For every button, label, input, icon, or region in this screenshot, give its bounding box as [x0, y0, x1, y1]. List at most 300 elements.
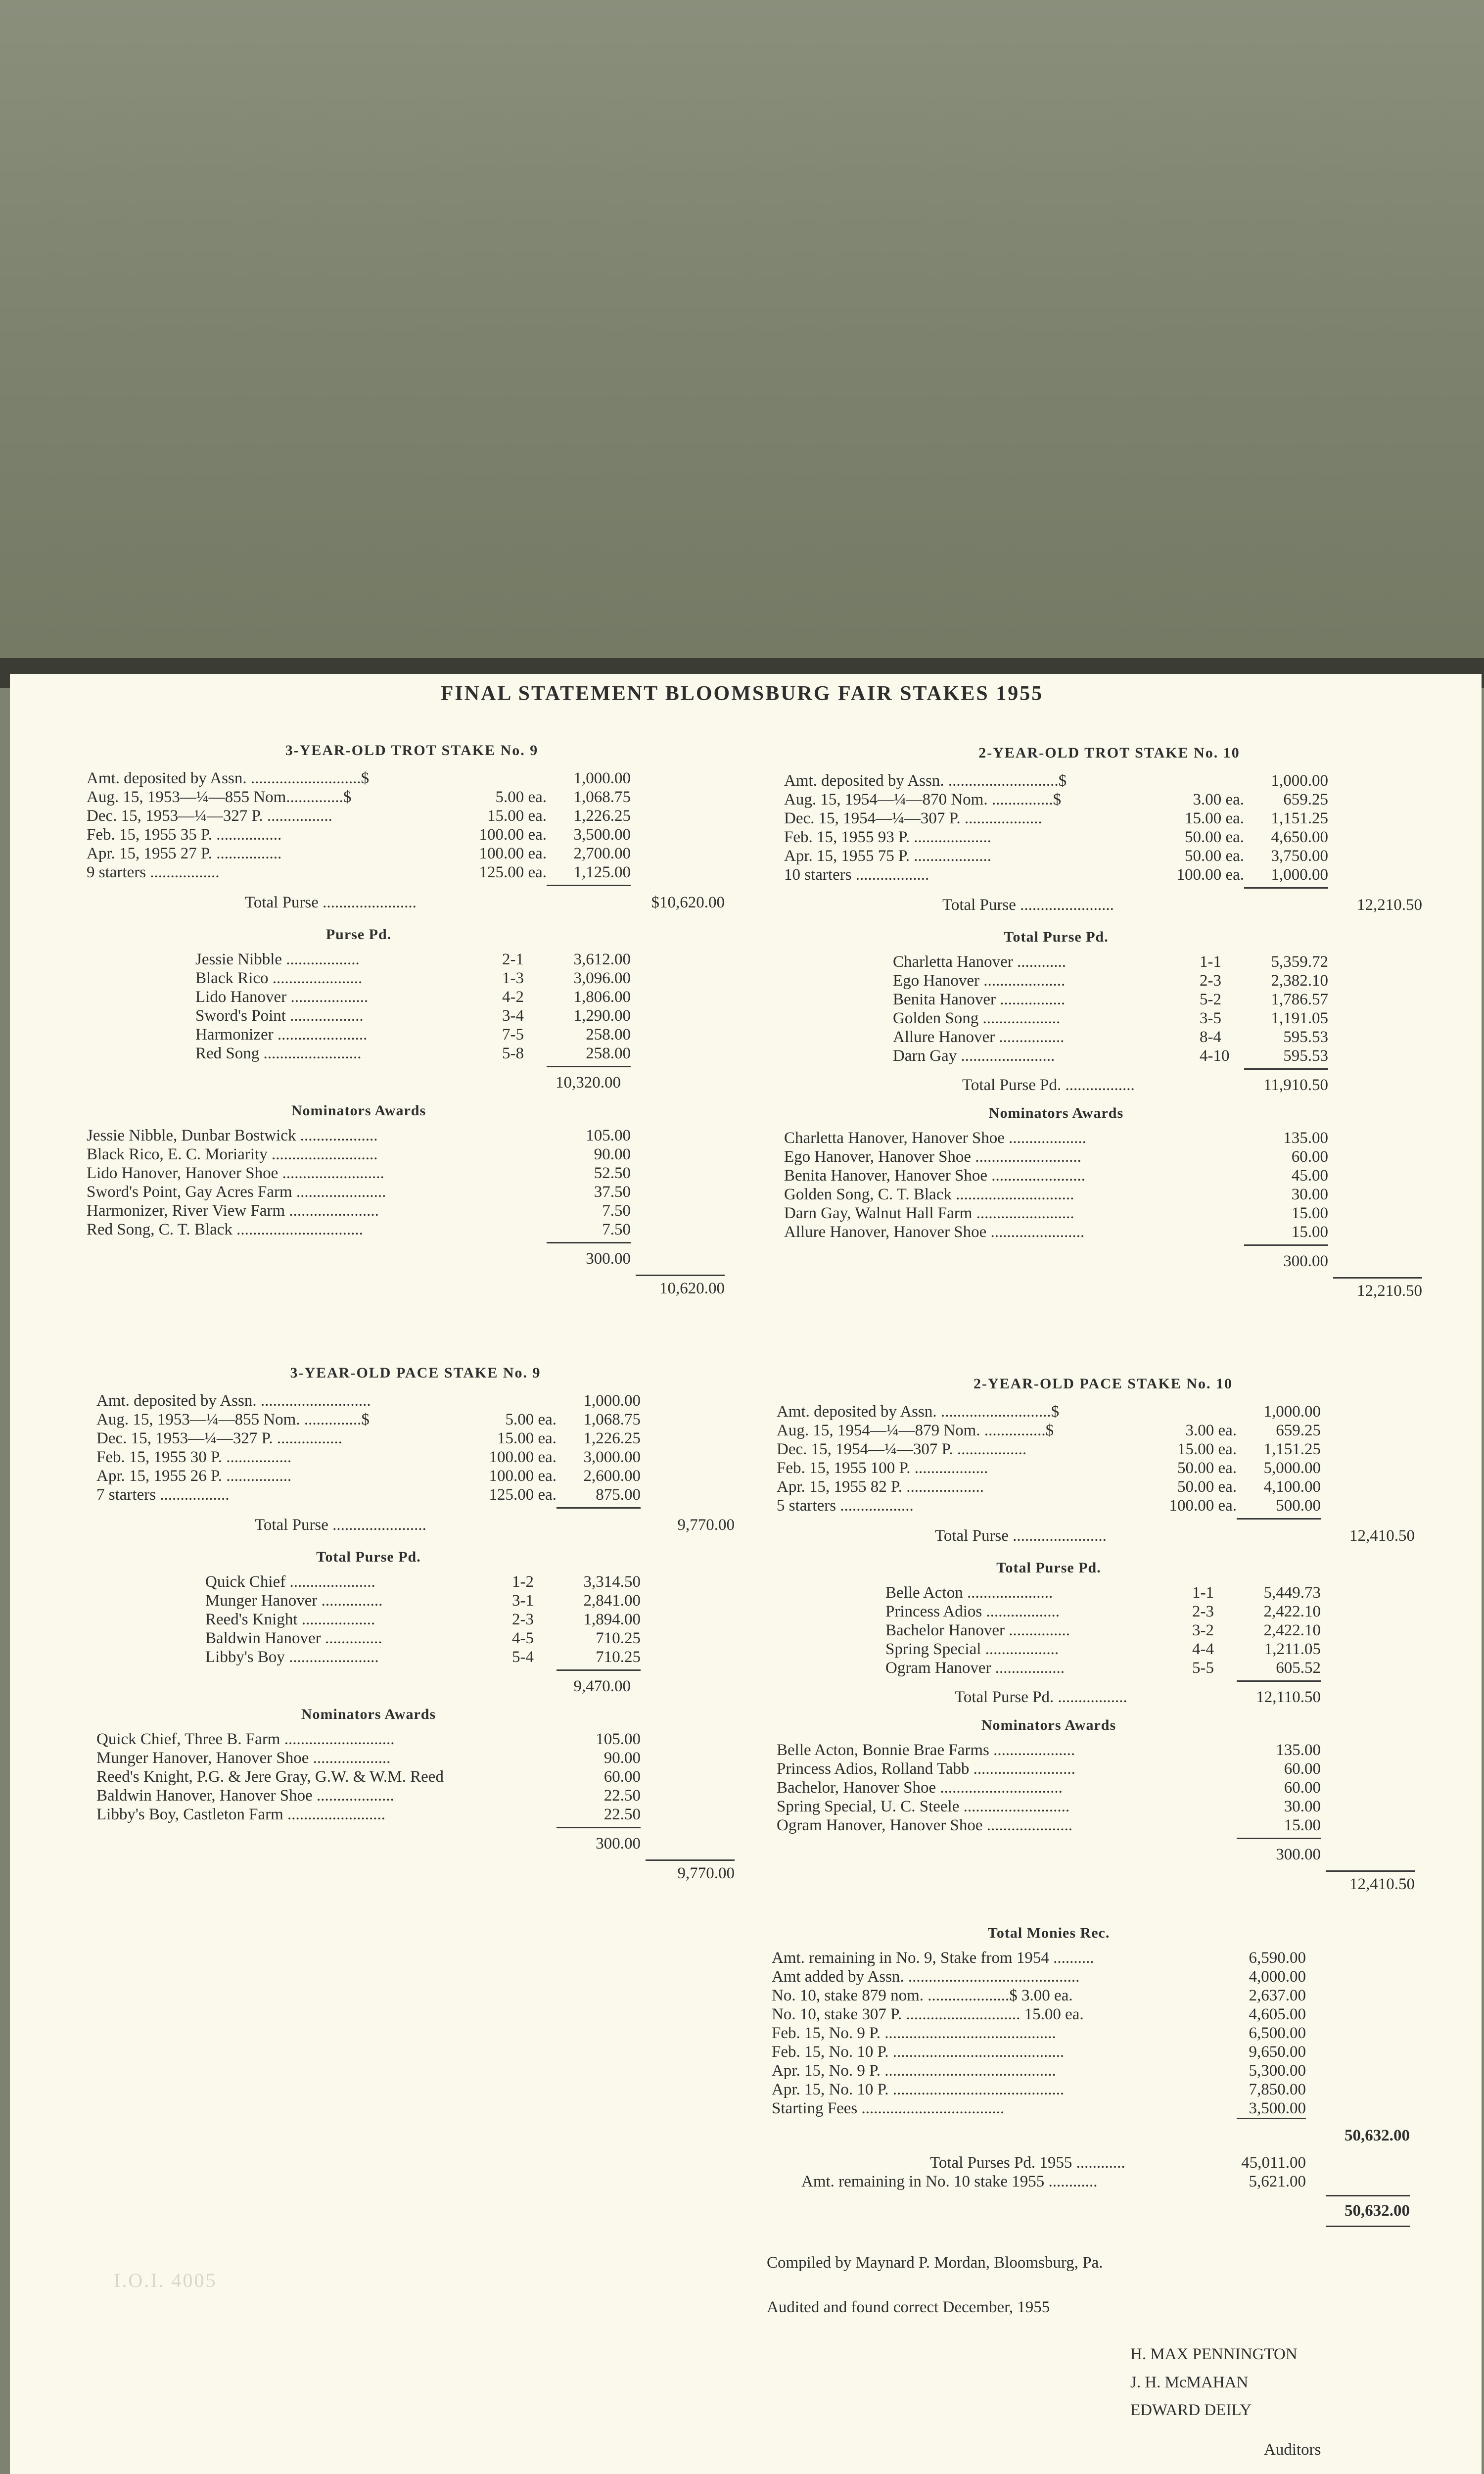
pace3-purse-row [96, 1629, 641, 1648]
auditors-label: Auditors [1264, 2441, 1321, 2459]
trot2-nominator-label: Darn Gay, Walnut Hall Farm ........................ [784, 1204, 1074, 1222]
pace2-nominator-row [777, 1760, 1321, 1778]
trot2-receipt-value: 1,000.00 [1271, 772, 1328, 790]
monies-label: No. 10, stake 307 P. ............................ 15.00 ea. [772, 2005, 1084, 2023]
pace2-horse-name: Bachelor Hanover ............... [885, 1621, 1070, 1639]
trot2-rule [1244, 887, 1328, 889]
trot2-horse-place: 1-1 [1200, 953, 1221, 971]
monies-row [772, 1949, 1306, 1967]
compiled-by: Compiled by Maynard P. Mordan, Bloomsburg, Pa. [767, 2254, 1103, 2272]
trot2-purse-heading: Total Purse Pd. [1004, 929, 1109, 945]
trot3-purse-row [87, 1044, 631, 1063]
pace2-receipt-label: Amt. deposited by Assn. ...........................$ [777, 1403, 1060, 1421]
trot3-rule [547, 885, 631, 886]
trot2-receipt-value: 3,750.00 [1271, 847, 1328, 865]
pace2-receipt-value: 659.25 [1276, 1422, 1321, 1439]
pace2-receipt-label: Aug. 15, 1954—¼—879 Nom. ...............$ [777, 1422, 1054, 1439]
trot3-horse-name: Lido Hanover ................... [195, 988, 369, 1006]
pace3-horse-purse: 710.25 [596, 1648, 641, 1666]
purses-paid-label: Total Purses Pd. 1955 ............ [930, 2154, 1125, 2172]
pace3-nom-total: 300.00 [596, 1835, 641, 1853]
trot3-rule [547, 1242, 631, 1243]
trot3-horse-place: 1-3 [502, 969, 524, 987]
monies-value: 6,500.00 [1249, 2024, 1306, 2042]
trot2-horse-purse: 1,786.57 [1271, 991, 1328, 1008]
trot2-nominator-row [784, 1223, 1328, 1241]
pace3-receipt-rate: 5.00 ea. [505, 1411, 556, 1428]
trot2-purse-row [784, 1028, 1328, 1047]
trot2-horse-name: Benita Hanover ................ [893, 991, 1066, 1008]
monies-label: Apr. 15, No. 10 P. .......................................... [772, 2081, 1065, 2098]
pace2-nominator-row [777, 1778, 1321, 1797]
pace3-nominators-heading: Nominators Awards [301, 1706, 436, 1722]
pace2-purse-row [777, 1602, 1321, 1621]
pace3-nominator-value: 90.00 [603, 1749, 641, 1767]
trot3-horse-purse: 1,806.00 [573, 988, 631, 1006]
trot2-horse-name: Charletta Hanover ............ [893, 953, 1067, 971]
pace2-horse-purse: 2,422.10 [1263, 1603, 1321, 1620]
pace2-nominator-label: Ogram Hanover, Hanover Shoe ..................... [777, 1816, 1073, 1834]
pace2-horse-purse: 5,449.73 [1263, 1584, 1321, 1602]
trot2-horse-name: Ego Hanover .................... [893, 972, 1066, 990]
pace3-purse-row [96, 1648, 641, 1666]
pace3-heading: 3-YEAR-OLD PACE STAKE No. 9 [290, 1365, 541, 1381]
pace2-receipt-label: Feb. 15, 1955 100 P. .................. [777, 1459, 988, 1477]
trot2-rule [1244, 1068, 1328, 1070]
monies-value: 4,605.00 [1249, 2005, 1306, 2023]
audited-note: Audited and found correct December, 1955 [767, 2298, 1050, 2316]
pace3-purse-row [96, 1610, 641, 1629]
trot2-receipt-rate: 100.00 ea. [1176, 866, 1244, 884]
monies-grand-total: 50,632.00 [1345, 2202, 1410, 2220]
monies-value: 9,650.00 [1249, 2043, 1306, 2061]
trot3-receipt-label: Apr. 15, 1955 27 P. ................ [87, 845, 282, 862]
pace2-receipt-value: 1,151.25 [1263, 1440, 1321, 1458]
pace2-nominator-row [777, 1797, 1321, 1816]
trot2-nominator-value: 15.00 [1291, 1223, 1328, 1241]
pace3-receipt-row [96, 1429, 641, 1448]
purses-paid-value: 45,011.00 [1241, 2154, 1306, 2172]
trot2-nominator-value: 60.00 [1291, 1148, 1328, 1166]
trot3-horse-place: 5-8 [502, 1045, 524, 1062]
trot3-nominator-label: Lido Hanover, Hanover Shoe ......................... [87, 1164, 384, 1182]
pace3-nominator-row [96, 1767, 641, 1786]
pace2-purse-row [777, 1640, 1321, 1659]
trot2-horse-place: 4-10 [1200, 1047, 1230, 1065]
monies-row [772, 2043, 1306, 2061]
pace2-receipt-row [777, 1440, 1321, 1459]
pace2-purse-row [777, 1659, 1321, 1677]
pace2-rule [1237, 1838, 1321, 1839]
trot3-nominator-row [87, 1164, 631, 1183]
trot2-receipt-label: Amt. deposited by Assn. ...........................$ [784, 772, 1067, 790]
trot3-receipt-rate: 100.00 ea. [479, 845, 547, 862]
pace2-receipt-rate: 15.00 ea. [1177, 1440, 1237, 1458]
pace3-section [96, 1365, 735, 1888]
trot2-total-block [784, 884, 1435, 924]
pace2-nominator-value: 15.00 [1284, 1816, 1321, 1834]
pace2-rule [1237, 1680, 1321, 1682]
pace2-nominators-heading: Nominators Awards [981, 1717, 1116, 1733]
pace3-receipt-label: Amt. deposited by Assn. ........................... [96, 1392, 371, 1410]
trot2-nom-total-block [784, 1241, 1435, 1306]
trot3-horse-name: Jessie Nibble .................. [195, 951, 360, 968]
trot3-receipt-value: 1,125.00 [573, 863, 631, 881]
trot2-nominator-row [784, 1147, 1328, 1166]
pace3-nominator-value: 22.50 [603, 1787, 641, 1805]
monies-row [772, 2080, 1306, 2099]
trot3-nominator-row [87, 1220, 631, 1239]
trot2-receipt-row [784, 771, 1328, 790]
pace2-horse-place: 5-5 [1192, 1659, 1214, 1677]
trot2-horse-purse: 595.53 [1283, 1047, 1328, 1065]
pace2-section [777, 1376, 1430, 1899]
trot3-nominator-label: Sword's Point, Gay Acres Farm ...................... [87, 1183, 386, 1201]
trot2-horse-name: Darn Gay ....................... [893, 1047, 1055, 1065]
pace3-receipt-value: 1,226.25 [583, 1429, 641, 1447]
trot2-horse-purse: 595.53 [1283, 1028, 1328, 1046]
trot2-nominator-label: Benita Hanover, Hanover Shoe ....................... [784, 1167, 1086, 1185]
monies-heading: Total Monies Rec. [987, 1925, 1110, 1941]
pace3-horse-place: 4-5 [512, 1629, 534, 1647]
monies-label: Feb. 15, No. 9 P. .......................................... [772, 2024, 1056, 2042]
pace2-purse-heading: Total Purse Pd. [996, 1560, 1101, 1576]
pace3-horse-name: Baldwin Hanover .............. [205, 1629, 382, 1647]
pace3-receipt-label: Aug. 15, 1953—¼—855 Nom. ..............$ [96, 1411, 370, 1428]
trot3-nom-total-block [87, 1239, 737, 1303]
pace3-purse-row [96, 1591, 641, 1610]
trot3-nom-total: 300.00 [586, 1250, 631, 1268]
pace2-receipt-value: 4,100.00 [1263, 1478, 1321, 1496]
pace3-horse-name: Munger Hanover ............... [205, 1592, 383, 1610]
pace2-receipt-label: Dec. 15, 1954—¼—307 P. ................. [777, 1440, 1027, 1458]
trot2-nominator-row [784, 1129, 1328, 1147]
pace2-receipt-value: 1,000.00 [1263, 1403, 1321, 1421]
pace3-horse-purse: 2,841.00 [583, 1592, 641, 1610]
trot3-horse-name: Black Rico ...................... [195, 969, 363, 987]
pace2-receipt-rate: 50.00 ea. [1177, 1459, 1237, 1477]
trot2-horse-name: Golden Song ................... [893, 1009, 1061, 1027]
trot3-receipt-row [87, 788, 631, 807]
pace2-receipt-value: 500.00 [1276, 1497, 1321, 1515]
monies-label: Amt added by Assn. .......................................... [772, 1968, 1080, 1986]
trot2-receipt-label: Feb. 15, 1955 93 P. ................... [784, 828, 991, 846]
trot2-nominator-label: Golden Song, C. T. Black ............................. [784, 1186, 1074, 1203]
monies-row [772, 2024, 1306, 2043]
faint-stamp: I.O.I. 4005 [114, 2269, 217, 2291]
trot2-nominator-value: 15.00 [1291, 1204, 1328, 1222]
pace3-rule [556, 1669, 641, 1671]
pace2-horse-purse: 1,211.05 [1264, 1640, 1321, 1658]
pace2-purse-total-block [777, 1677, 1430, 1712]
trot3-horse-name: Sword's Point .................. [195, 1007, 364, 1025]
trot3-receipt-label: 9 starters ................. [87, 863, 220, 881]
trot3-purse-total-block [87, 1063, 737, 1097]
remaining-label: Amt. remaining in No. 10 stake 1955 ............ [801, 2173, 1098, 2190]
monies-value: 4,000.00 [1249, 1968, 1306, 1986]
trot2-purse-total: 11,910.50 [1263, 1076, 1328, 1094]
pace2-total-block [777, 1515, 1430, 1555]
pace3-nominator-row [96, 1786, 641, 1805]
pace3-rule [556, 1827, 641, 1828]
trot3-receipt-label: Amt. deposited by Assn. ...........................$ [87, 769, 370, 787]
trot3-nominator-value: 7.50 [602, 1202, 631, 1220]
trot2-purse-row [784, 1047, 1328, 1065]
trot2-receipt-rate: 50.00 ea. [1184, 847, 1244, 865]
trot3-nominator-value: 37.50 [594, 1183, 631, 1201]
trot3-horse-purse: 258.00 [586, 1026, 631, 1044]
trot2-purse-total-label: Total Purse Pd. ................. [962, 1076, 1135, 1094]
pace3-purse-total-block [96, 1666, 735, 1701]
pace3-horse-name: Libby's Boy ...................... [205, 1648, 379, 1666]
trot2-nominator-row [784, 1204, 1328, 1223]
trot3-receipt-rate: 15.00 ea. [487, 807, 547, 825]
trot3-horse-name: Red Song ........................ [195, 1045, 362, 1062]
trot2-section [784, 745, 1435, 1306]
pace2-purse-row [777, 1621, 1321, 1640]
pace3-receipt-value: 2,600.00 [583, 1467, 641, 1485]
pace3-receipt-row [96, 1485, 641, 1504]
trot3-receipt-rate: 5.00 ea. [495, 788, 547, 806]
trot3-nominator-row [87, 1145, 631, 1164]
trot3-receipt-value: 2,700.00 [573, 845, 631, 862]
trot3-rule [636, 1275, 725, 1276]
trot2-receipt-row [784, 828, 1328, 847]
pace2-horse-purse: 605.52 [1276, 1659, 1321, 1677]
trot3-horse-purse: 1,290.00 [573, 1007, 631, 1025]
pace2-horse-place: 3-2 [1192, 1621, 1214, 1639]
monies-row [772, 2061, 1306, 2080]
trot2-purse-total-block [784, 1065, 1435, 1100]
trot3-nominator-value: 105.00 [586, 1127, 631, 1144]
trot2-receipt-label: Aug. 15, 1954—¼—870 Nom. ...............$ [784, 791, 1062, 809]
pace3-receipt-value: 875.00 [596, 1486, 641, 1504]
monies-label: Starting Fees ................................... [772, 2099, 1005, 2117]
pace2-rule [1237, 1518, 1321, 1520]
monies-row [772, 2099, 1306, 2118]
trot2-horse-place: 2-3 [1200, 972, 1221, 990]
pace2-horse-name: Spring Special .................. [885, 1640, 1059, 1658]
pace2-receipt-row [777, 1421, 1321, 1440]
trot3-receipt-row [87, 825, 631, 844]
trot2-horse-purse: 5,359.72 [1271, 953, 1328, 971]
trot3-receipt-value: 1,226.25 [573, 807, 631, 825]
trot2-receipt-rate: 15.00 ea. [1184, 809, 1244, 827]
pace2-total-label: Total Purse ....................... [935, 1527, 1107, 1545]
trot3-horse-name: Harmonizer ...................... [195, 1026, 368, 1044]
trot2-purse-row [784, 952, 1328, 971]
pace2-horse-name: Belle Acton ..................... [885, 1584, 1053, 1602]
pace3-total-label: Total Purse ....................... [255, 1516, 426, 1534]
pace3-horse-place: 2-3 [512, 1611, 534, 1628]
trot2-receipt-row [784, 847, 1328, 865]
trot2-total-value: 12,210.50 [1357, 896, 1422, 914]
trot3-receipt-value: 1,000.00 [573, 769, 631, 787]
monies-row [772, 2005, 1306, 2024]
trot2-horse-place: 8-4 [1200, 1028, 1221, 1046]
trot2-receipt-value: 659.25 [1283, 791, 1328, 809]
trot3-receipt-label: Aug. 15, 1953—¼—855 Nom..............$ [87, 788, 352, 806]
trot3-receipt-value: 1,068.75 [573, 788, 631, 806]
trot3-nominator-row [87, 1183, 631, 1201]
pace3-receipt-value: 1,068.75 [583, 1411, 641, 1428]
trot2-nominator-value: 135.00 [1283, 1129, 1328, 1147]
pace3-nominator-label: Baldwin Hanover, Hanover Shoe ................... [96, 1787, 394, 1805]
pace3-receipt-label: Dec. 15, 1953—¼—327 P. ................ [96, 1429, 342, 1447]
trot2-rule [1333, 1277, 1422, 1279]
pace2-receipt-rate: 50.00 ea. [1177, 1478, 1237, 1496]
pace2-receipt-row [777, 1459, 1321, 1477]
statement-title: FINAL STATEMENT BLOOMSBURG FAIR STAKES 1955 [440, 682, 1044, 705]
pace2-horse-place: 1-1 [1192, 1584, 1214, 1602]
pace2-nominator-label: Spring Special, U. C. Steele .......................... [777, 1798, 1070, 1815]
trot3-purse-row [87, 1025, 631, 1044]
pace3-receipt-value: 1,000.00 [583, 1392, 641, 1410]
monies-value: 2,637.00 [1249, 1987, 1306, 2004]
trot2-rule [1244, 1244, 1328, 1246]
pace2-nom-total: 300.00 [1276, 1846, 1321, 1863]
pace3-horse-place: 3-1 [512, 1592, 534, 1610]
pace3-horse-place: 5-4 [512, 1648, 534, 1666]
trot3-nominator-label: Harmonizer, River View Farm ...................... [87, 1202, 379, 1220]
pace2-nominator-row [777, 1816, 1321, 1835]
trot3-nominator-value: 90.00 [594, 1145, 631, 1163]
pace3-horse-name: Quick Chief ..................... [205, 1573, 375, 1591]
remaining-row [772, 2172, 1306, 2191]
trot3-horse-place: 7-5 [502, 1026, 524, 1044]
pace3-horse-name: Reed's Knight .................. [205, 1611, 375, 1628]
trot3-rule [547, 1066, 631, 1067]
monies-row [772, 1986, 1306, 2005]
pace3-nominator-label: Quick Chief, Three B. Farm ........................... [96, 1730, 395, 1748]
pace2-receipt-value: 5,000.00 [1263, 1459, 1321, 1477]
pace3-receipt-rate: 100.00 ea. [489, 1467, 556, 1485]
trot3-purse-heading: Purse Pd. [325, 926, 392, 943]
pace2-nom-total-block [777, 1835, 1430, 1899]
trot2-horse-purse: 2,382.10 [1271, 972, 1328, 990]
pace2-purse-total-label: Total Purse Pd. ................. [955, 1688, 1127, 1706]
trot2-nominator-value: 30.00 [1291, 1186, 1328, 1203]
pace2-purse-row [777, 1583, 1321, 1602]
pace3-nominator-label: Reed's Knight, P.G. & Jere Gray, G.W. & W.M. Reed [96, 1768, 444, 1786]
monies-value: 6,590.00 [1249, 1949, 1306, 1967]
remaining-value: 5,621.00 [1249, 2173, 1306, 2190]
monies-sum: 50,632.00 [1345, 2127, 1410, 2144]
trot3-receipt-rate: 125.00 ea. [479, 863, 547, 881]
pace2-receipt-rate: 3.00 ea. [1185, 1422, 1237, 1439]
pace3-receipt-row [96, 1448, 641, 1467]
trot3-horse-purse: 3,096.00 [573, 969, 631, 987]
trot2-receipt-label: Dec. 15, 1954—¼—307 P. ................... [784, 809, 1042, 827]
monies-label: Amt. remaining in No. 9, Stake from 1954 .......... [772, 1949, 1094, 1967]
pace3-nominator-value: 60.00 [603, 1768, 641, 1786]
trot2-nominator-row [784, 1166, 1328, 1185]
monies-value: 5,300.00 [1249, 2062, 1306, 2080]
monies-label: Apr. 15, No. 9 P. .......................................... [772, 2062, 1056, 2080]
trot2-nom-total: 300.00 [1283, 1252, 1328, 1270]
trot3-horse-purse: 3,612.00 [573, 951, 631, 968]
trot3-section [87, 742, 737, 1303]
trot3-receipt-row [87, 807, 631, 825]
pace3-nominator-label: Libby's Boy, Castleton Farm ........................ [96, 1806, 386, 1823]
pace2-nominator-value: 60.00 [1284, 1779, 1321, 1797]
pace2-nominator-label: Princess Adios, Rolland Tabb ......................... [777, 1760, 1075, 1778]
pace3-horse-purse: 710.25 [596, 1629, 641, 1647]
pace3-nom-total-block [96, 1824, 735, 1888]
trot3-horse-place: 4-2 [502, 988, 524, 1006]
trot3-purse-row [87, 1006, 631, 1025]
pace3-nominator-label: Munger Hanover, Hanover Shoe ................... [96, 1749, 391, 1767]
trot2-receipt-value: 4,650.00 [1271, 828, 1328, 846]
trot2-purse-row [784, 990, 1328, 1009]
trot2-horse-place: 5-2 [1200, 991, 1221, 1008]
trot2-horse-place: 3-5 [1200, 1009, 1221, 1027]
background-surface [0, 0, 1484, 688]
trot2-nominators-heading: Nominators Awards [988, 1105, 1124, 1121]
pace3-nominator-value: 105.00 [596, 1730, 641, 1748]
pace3-horse-purse: 3,314.50 [583, 1573, 641, 1591]
trot2-grand-total: 12,210.50 [1357, 1282, 1422, 1300]
trot2-receipt-value: 1,000.00 [1271, 866, 1328, 884]
trot2-horse-purse: 1,191.05 [1271, 1009, 1328, 1027]
pace3-receipt-row [96, 1410, 641, 1429]
trot3-nominator-value: 7.50 [602, 1221, 631, 1238]
pace3-grand-total: 9,770.00 [677, 1864, 735, 1882]
trot2-heading: 2-YEAR-OLD TROT STAKE No. 10 [978, 745, 1240, 761]
pace3-rule [646, 1859, 735, 1861]
pace2-nominator-value: 135.00 [1276, 1741, 1321, 1759]
trot3-total-value: $10,620.00 [651, 894, 725, 911]
trot3-horse-purse: 258.00 [586, 1045, 631, 1062]
pace2-horse-place: 2-3 [1192, 1603, 1214, 1620]
trot3-receipt-row [87, 844, 631, 863]
pace2-horse-place: 4-4 [1192, 1640, 1214, 1658]
trot2-receipt-rate: 50.00 ea. [1184, 828, 1244, 846]
pace2-receipt-label: 5 starters .................. [777, 1497, 914, 1515]
monies-label: No. 10, stake 879 nom. ....................$ 3.00 ea. [772, 1987, 1073, 2004]
pace3-receipt-label: Feb. 15, 1955 30 P. ................ [96, 1448, 292, 1466]
trot2-purse-row [784, 971, 1328, 990]
pace2-horse-name: Princess Adios .................. [885, 1603, 1060, 1620]
trot3-purse-total: 10,320.00 [556, 1074, 621, 1092]
pace2-rule [1326, 1870, 1415, 1872]
trot3-grand-total: 10,620.00 [659, 1280, 725, 1297]
pace3-purse-heading: Total Purse Pd. [316, 1549, 421, 1565]
pace3-receipt-value: 3,000.00 [583, 1448, 641, 1466]
pace2-purse-total: 12,110.50 [1256, 1688, 1321, 1706]
monies-row [772, 1967, 1306, 1986]
trot2-nominator-row [784, 1185, 1328, 1204]
pace3-purse-row [96, 1572, 641, 1591]
trot3-receipt-row [87, 863, 631, 882]
trot2-nominator-label: Charletta Hanover, Hanover Shoe ................... [784, 1129, 1086, 1147]
pace2-receipt-row [777, 1402, 1321, 1421]
pace3-receipt-rate: 100.00 ea. [489, 1448, 556, 1466]
pace3-total-value: 9,770.00 [677, 1516, 735, 1534]
trot3-nominator-label: Black Rico, E. C. Moriarity .......................... [87, 1145, 378, 1163]
trot3-nominator-label: Jessie Nibble, Dunbar Bostwick ................... [87, 1127, 378, 1144]
pace3-receipt-rate: 125.00 ea. [489, 1486, 556, 1504]
monies-rows [772, 1949, 1415, 2118]
trot2-horse-name: Allure Hanover ................ [893, 1028, 1065, 1046]
pace3-nominator-row [96, 1730, 641, 1749]
trot2-receipt-value: 1,151.25 [1271, 809, 1328, 827]
pace2-nominator-label: Belle Acton, Bonnie Brae Farms .................... [777, 1741, 1075, 1759]
pace3-horse-place: 1-2 [512, 1573, 534, 1591]
monies-label: Feb. 15, No. 10 P. .......................................... [772, 2043, 1065, 2061]
monies-value: 7,850.00 [1249, 2081, 1306, 2098]
trot3-purse-row [87, 950, 631, 969]
